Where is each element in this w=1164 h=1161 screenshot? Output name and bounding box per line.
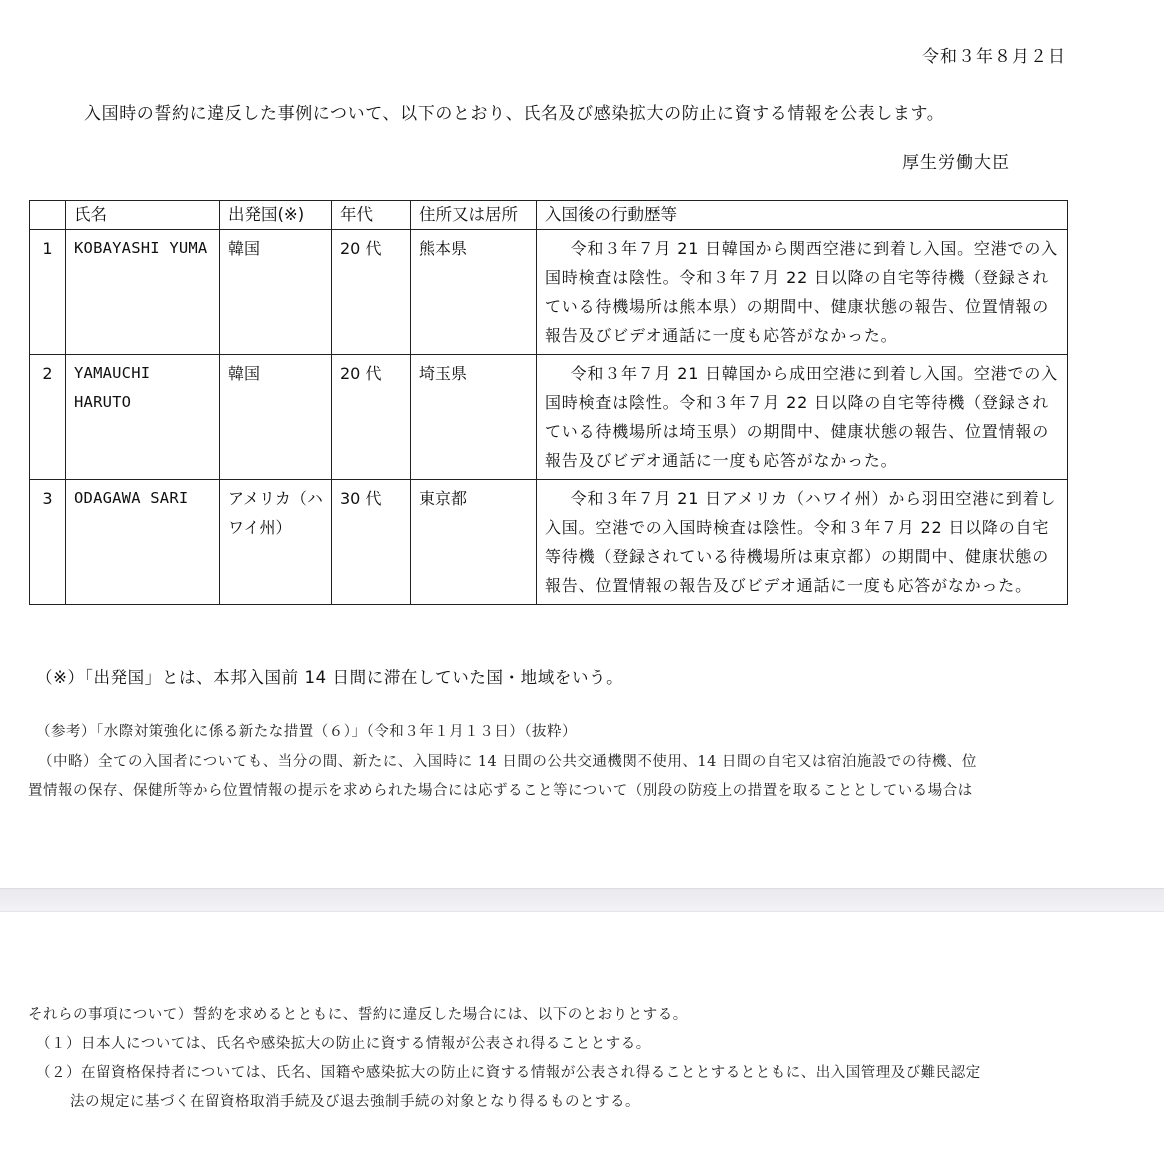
- row-age: 30 代: [332, 480, 411, 605]
- intro-text: 入国時の誓約に違反した事例について、以下のとおり、氏名及び感染拡大の防止に資する情報を公表します。: [84, 104, 945, 124]
- row-name: YAMAUCHI HARUTO: [66, 355, 220, 480]
- table-row: [30, 355, 1068, 480]
- page-break-divider: [0, 888, 1164, 912]
- row-name: KOBAYASHI YUMA: [66, 230, 220, 355]
- row-address: 熊本県: [411, 230, 537, 355]
- row-address: 東京都: [411, 480, 537, 605]
- issuer-minister: 厚生労働大臣: [902, 153, 1010, 173]
- reference-title: （参考）「水際対策強化に係る新たな措置（６）」（令和３年１月１３日）（抜粋）: [36, 724, 577, 740]
- row-history: 令和３年７月 21 日韓国から成田空港に到着し入国。空港での入国時検査は陰性。令和３年７月 22 日以降の自宅等待機（登録されている待機場所は埼玉県）の期間中、健康状態の報告、位置情報の報告及びビデオ通話に一度も応答がなかった。: [537, 355, 1068, 480]
- reference-paragraph-line: 置情報の保存、保健所等から位置情報の提示を求められた場合には応ずること等について（別段の防疫上の措置を取ることとしている場合は: [28, 783, 973, 799]
- row-number: 3: [30, 480, 66, 605]
- document-date: 令和３年８月２日: [922, 47, 1066, 67]
- row-history: 令和３年７月 21 日アメリカ（ハワイ州）から羽田空港に到着し入国。空港での入国時検査は陰性。令和３年７月 22 日以降の自宅等待機（登録されている待機場所は東京都）の期間中、健康状態の報告、位置情報の報告及びビデオ通話に一度も応答がなかった。: [537, 480, 1068, 605]
- row-number: 1: [30, 230, 66, 355]
- row-age: 20 代: [332, 230, 411, 355]
- header-history: 入国後の行動歴等: [537, 201, 1068, 230]
- header-name: 氏名: [66, 201, 220, 230]
- reference-paragraph-line: それらの事項について）誓約を求めるとともに、誓約に違反した場合には、以下のとおりとする。: [28, 1007, 688, 1023]
- header-address: 住所又は居所: [411, 201, 537, 230]
- row-country: 韓国: [220, 230, 332, 355]
- row-history: 令和３年７月 21 日韓国から関西空港に到着し入国。空港での入国時検査は陰性。令和３年７月 22 日以降の自宅等待機（登録されている待機場所は熊本県）の期間中、健康状態の報告、位置情報の報告及びビデオ通話に一度も応答がなかった。: [537, 230, 1068, 355]
- table-row: [30, 230, 1068, 355]
- reference-item-2: （２）在留資格保持者については、氏名、国籍や感染拡大の防止に資する情報が公表され得ることとするとともに、出入国管理及び難民認定: [36, 1065, 981, 1081]
- header-number: [30, 201, 66, 230]
- row-number: 2: [30, 355, 66, 480]
- row-country: 韓国: [220, 355, 332, 480]
- header-departure-country: 出発国(※): [220, 201, 332, 230]
- reference-item-1: （１）日本人については、氏名や感染拡大の防止に資する情報が公表され得ることとする。: [36, 1036, 651, 1052]
- cases-table: [29, 200, 1068, 605]
- reference-paragraph-line: （中略）全ての入国者についても、当分の間、新たに、入国時に 14 日間の公共交通機関不使用、14 日間の自宅又は宿泊施設での待機、位: [38, 754, 977, 770]
- row-address: 埼玉県: [411, 355, 537, 480]
- row-country: アメリカ（ハワイ州）: [220, 480, 332, 605]
- row-age: 20 代: [332, 355, 411, 480]
- row-name: ODAGAWA SARI: [66, 480, 220, 605]
- table-row: [30, 480, 1068, 605]
- header-age: 年代: [332, 201, 411, 230]
- departure-country-note: （※）「出発国」とは、本邦入国前 14 日間に滞在していた国・地域をいう。: [36, 668, 624, 687]
- table-header-row: [30, 201, 1068, 230]
- reference-item-2-continued: 法の規定に基づく在留資格取消手続及び退去強制手続の対象となり得るものとする。: [70, 1094, 640, 1110]
